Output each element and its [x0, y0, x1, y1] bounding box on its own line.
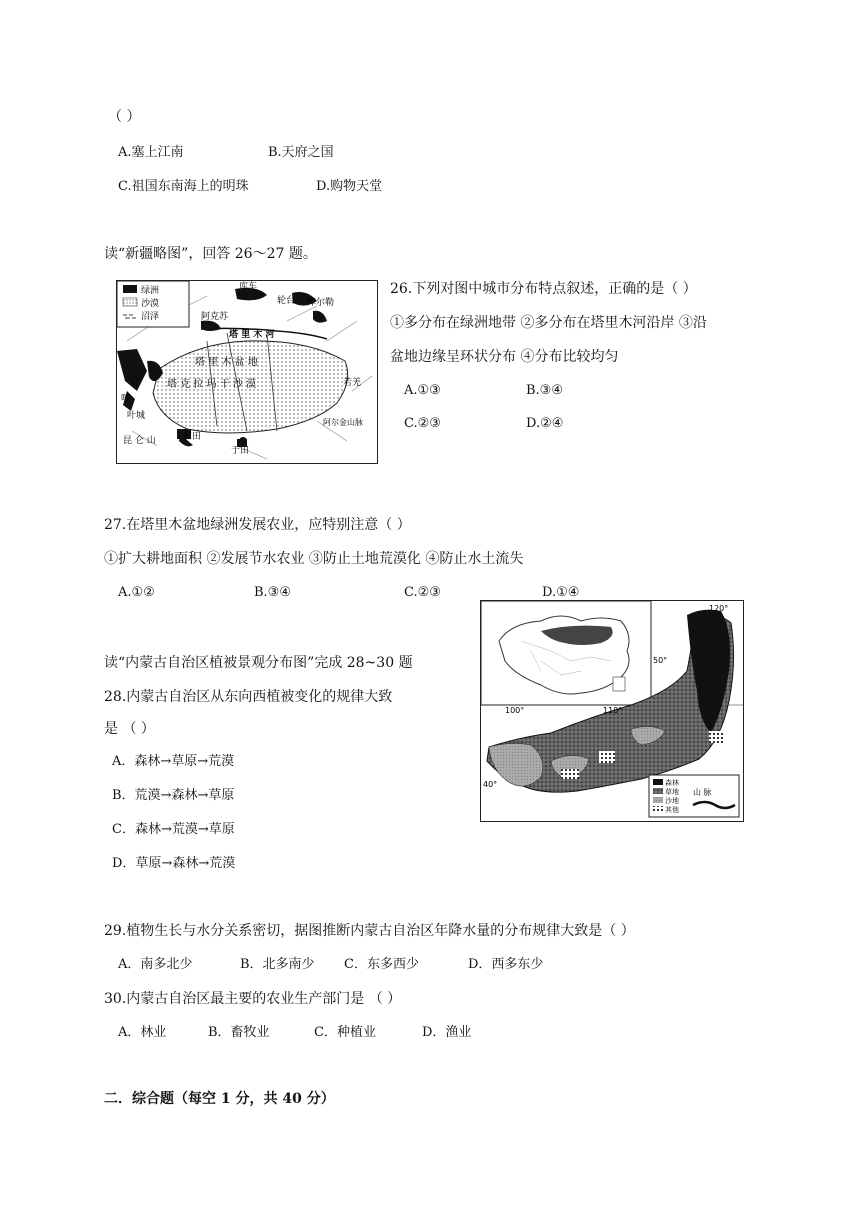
- legend-desert-label: 沙漠: [141, 299, 160, 309]
- label-kunlun: 昆 仑 山: [123, 436, 156, 446]
- q29-option-a[interactable]: A．南多北少: [118, 957, 193, 972]
- label-yutian: 于田: [231, 446, 250, 456]
- q25-option-d[interactable]: D.购物天堂: [316, 179, 383, 194]
- label-akesu: 阿克苏: [201, 312, 229, 322]
- legend-oasis-label: 绿洲: [141, 286, 160, 296]
- legend-swamp-label: 沼泽: [141, 312, 160, 322]
- mongolia-intro: 读“内蒙古自治区植被景观分布图”完成 28~30 题: [104, 655, 413, 671]
- q28-stem: 28.内蒙古自治区从东向西植被变化的规律大致: [104, 689, 393, 705]
- label-yecheng: 叶城: [127, 411, 146, 421]
- q26-option-c[interactable]: C.②③: [404, 416, 441, 431]
- label-tarim-river: 塔 里 木 河: [229, 330, 275, 340]
- q28-option-a[interactable]: A．森林→草原→荒漠: [112, 754, 235, 769]
- q30-option-b[interactable]: B．畜牧业: [208, 1025, 270, 1040]
- legend-sand-label: 沙地: [665, 797, 679, 805]
- q29-stem: 29.植物生长与水分关系密切，据图推断内蒙古自治区年降水量的分布规律大致是（ ）: [104, 923, 635, 939]
- q27-option-d[interactable]: D.①④: [542, 585, 580, 600]
- q29-option-b[interactable]: B．北多南少: [240, 957, 315, 972]
- legend-mountain-label: 山 脉: [693, 788, 712, 797]
- q29-option-c[interactable]: C．东多西少: [344, 957, 419, 972]
- label-taklamakan: 塔 克 拉 玛 干 沙 漠: [167, 379, 257, 390]
- lon-100-label: 100°: [505, 706, 525, 715]
- section-2-title: 二．综合题（每空 1 分，共 40 分）: [104, 1091, 335, 1107]
- q26-stem: 26.下列对图中城市分布特点叙述，正确的是（ ）: [390, 281, 697, 297]
- lat-50-label: 50°: [653, 656, 668, 665]
- q26-option-a[interactable]: A.①③: [404, 383, 441, 398]
- q25-option-a[interactable]: A.塞上江南: [118, 145, 184, 160]
- q28-option-c[interactable]: C．森林→荒漠→草原: [112, 822, 235, 837]
- xinjiang-map: [116, 280, 378, 464]
- label-altun: 阿尔金山脉: [323, 418, 363, 427]
- label-kashi: 喀: [121, 394, 131, 404]
- q30-option-c[interactable]: C．种植业: [314, 1025, 376, 1040]
- other-region-2: [599, 751, 615, 763]
- label-kuche: 库车: [239, 282, 258, 292]
- legend-grass-label: 草地: [665, 788, 679, 796]
- legend-forest-label: 森林: [665, 779, 679, 787]
- q30-option-d[interactable]: D．渔业: [422, 1025, 472, 1040]
- q27-stem: 27.在塔里木盆地绿洲发展农业，应特别注意（ ）: [104, 517, 411, 533]
- label-kuerle: 库尔勒: [307, 298, 335, 308]
- other-region-1: [561, 769, 579, 779]
- lon-120-label: 120°: [709, 604, 729, 613]
- other-region-3: [709, 731, 723, 743]
- q28-option-d[interactable]: D．草原→森林→荒漠: [112, 856, 236, 871]
- q26-option-b[interactable]: B.③④: [526, 383, 563, 398]
- q29-option-d[interactable]: D．西多东少: [468, 957, 544, 972]
- q30-option-a[interactable]: A．林业: [118, 1025, 167, 1040]
- lon-110-label: 110°: [603, 706, 623, 715]
- q30-stem: 30.内蒙古自治区最主要的农业生产部门是 （ ）: [104, 991, 402, 1007]
- q27-statements: ①扩大耕地面积 ②发展节水农业 ③防止土地荒漠化 ④防止水土流失: [104, 551, 524, 567]
- q25-paren: （ ）: [108, 109, 141, 125]
- q27-option-a[interactable]: A.①②: [118, 585, 155, 600]
- q27-option-b[interactable]: B.③④: [254, 585, 291, 600]
- q28-stem-cont: 是 （ ）: [104, 721, 155, 737]
- q25-option-c[interactable]: C.祖国东南海上的明珠: [118, 179, 249, 194]
- q27-option-c[interactable]: C.②③: [404, 585, 441, 600]
- xinjiang-intro: 读“新疆略图”，回答 26～27 题。: [104, 246, 317, 262]
- q26-statements-2: 盆地边缘呈环状分布 ④分布比较均匀: [390, 349, 619, 365]
- q26-statements-1: ①多分布在绿洲地带 ②多分布在塔里木河沿岸 ③沿: [390, 315, 707, 331]
- q28-option-b[interactable]: B．荒漠→森林→草原: [112, 788, 235, 803]
- q26-option-d[interactable]: D.②④: [526, 416, 564, 431]
- q25-option-b[interactable]: B.天府之国: [268, 145, 334, 160]
- label-tarim-basin: 塔 里 木 盆 地: [195, 357, 258, 368]
- xinjiang-map-graphic: [117, 281, 377, 463]
- inner-mongolia-map-graphic: [481, 601, 743, 821]
- inner-mongolia-map: [480, 600, 744, 822]
- lat-40-label: 40°: [483, 780, 498, 789]
- label-luntai: 轮台: [277, 296, 296, 306]
- label-hetian: 和田: [183, 432, 202, 442]
- legend-other-label: 其他: [665, 806, 679, 814]
- label-ruoqiang: 若羌: [343, 378, 362, 388]
